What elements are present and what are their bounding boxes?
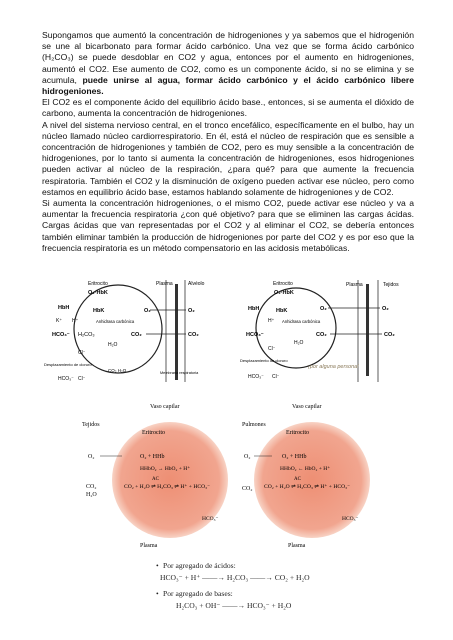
label-eritrocito: Eritrocito: [286, 430, 309, 436]
diagram-capillary-tissues: [80, 400, 230, 550]
acid-equation: HCO₃⁻ + H⁺ ——→ H₂CO₃ ——→ CO₂ + H₂O: [160, 573, 310, 582]
label-cl-out: Cl⁻: [78, 376, 86, 382]
label-tejidos: Tejidos: [82, 422, 100, 428]
label-co2-inner: CO₂: [316, 332, 327, 338]
label-h2co3: H₂CO₃: [78, 332, 95, 338]
label-tejidos: Tejidos: [383, 282, 399, 288]
label-o2hb: O₂ + HHb: [140, 454, 165, 460]
label-co2-outer: CO₂: [384, 332, 395, 338]
label-cl: Cl⁻: [268, 346, 276, 352]
label-cl-out: Cl⁻: [272, 374, 280, 380]
label-hco3: HCO₃⁻: [202, 516, 219, 522]
label-plasma: Plasma: [288, 543, 306, 549]
label-o2hb: O₂ + HHb: [282, 454, 307, 460]
label-hco3-out: HCO₃⁻: [58, 376, 74, 382]
body-text: [42, 30, 414, 254]
label-o2-outer: O₂: [382, 306, 389, 312]
label-co2-side: CO₂: [86, 484, 97, 490]
label-hbh: HbH: [58, 305, 70, 311]
label-h: H⁺: [72, 318, 79, 324]
label-h2o: H₂O: [108, 342, 118, 348]
label-eritrocito: Eritrocito: [273, 281, 293, 287]
paragraph-3: A nivel del sistema nervioso central, en el tronco encefálico, específicamente en el bulbo, hay un núcleo llamado núcleo cardiorrespiratorio. En él, está el núcleo de respiración que es sensible a concentración de hidrogeniones y también de CO2, pero es muy sensible a la concentración de hidrogeniones, por lo tanto si aumenta la concentración de hidrogeniones, esos hidrogeniones pueden activar al núcleo de la respiración, ¿para qué? para que aumente la frecuencia respiratoria. También el CO2 y la disminución de oxígeno pueden activar ese núcleo, pero como estamos en equilibrio ácido base, estamos hablando solamente de hidrogeniones y de CO2.: [42, 119, 414, 197]
label-hco3: HCO₃⁻: [52, 332, 70, 338]
label-anhidrasa: Anhidrasa carbónica: [96, 319, 135, 324]
label-eritrocito: Eritrocito: [142, 430, 165, 436]
handwritten-note: ¡por alguna persona!: [308, 364, 359, 370]
label-cl: Cl⁻: [78, 350, 86, 356]
erythrocyte-outline: [74, 285, 162, 373]
label-plasma: Plasma: [346, 282, 363, 288]
label-o2-side: O₂: [244, 454, 251, 460]
label-note: CO₂ H₂O: [108, 368, 127, 373]
label-eritrocito: Eritrocito: [88, 281, 108, 287]
label-plasma: Plasma: [156, 281, 173, 287]
base-title: • Por agregado de bases:: [156, 589, 233, 598]
label-hbk: HbK: [93, 308, 105, 314]
label-o2-inner: O₂: [144, 308, 151, 314]
label-h2o: H₂O: [294, 340, 304, 346]
label-hbh: HbH: [248, 306, 260, 312]
label-hhbo2: HHbO₂ ← HbO₂ + H⁺: [280, 466, 331, 472]
label-co2-side: CO₂: [242, 486, 253, 492]
label-hbk: HbK: [276, 308, 288, 314]
label-plasma: Plasma: [140, 543, 158, 549]
erythrocyte-outline: [256, 288, 336, 368]
acid-title: • Por agregado de ácidos:: [156, 561, 236, 570]
diagram-tissue-erythrocyte: [238, 278, 416, 386]
label-co2-inner: CO₂: [131, 332, 142, 338]
label-co2-outer: CO₂: [188, 332, 199, 338]
label-k: K⁺: [56, 318, 62, 324]
paragraph-4: Si aumenta la concentración hidrogeniones, o el mismo CO2, puede activar ese núcleo y va a aumentar la frecuencia respiratoria ¿con qué objetivo? para que se eliminen las cargas ácidas. Cargas ácidas que van representadas por el CO2 y al eliminar el CO2, se debería entonces también eliminar también la producción de hidrogeniones por parte del CO2 y es por eso que la frecuencia respiratoria es un método compensatorio en las acidosis metabólicas.: [42, 198, 414, 253]
label-eq: CO₂ + H₂O ⇌ H₂CO₃ ⇌ H⁺ + HCO₃⁻: [264, 484, 351, 490]
label-h2o-side: H₂O: [86, 492, 97, 498]
label-ac: AC: [152, 477, 159, 482]
label-o2-outer: O₂: [188, 308, 195, 314]
paragraph-1: Supongamos que aumentó la concentración de hidrogeniones y ya sabemos que el hidrogenión se une al bicarbonato para formar ácido carbónico. Una vez que se forma ácido carbónico (H₂CO₃) se puede desdoblar en CO2 y agua, entonces por el aumento en hidrogeniones, aumentó el CO2. Ese aumento de CO2, como es un componente ácido, si no se elimina y se acumula, puede unirse al agua, formar ácido carbónico y el ácido carbónico libere hidrogeniones.: [42, 30, 414, 97]
label-alveolo: Alvéolo: [188, 281, 205, 287]
diagram-lung-erythrocyte: [38, 278, 223, 386]
label-eq: CO₂ + H₂O ⇌ H₂CO₃ ⇌ H⁺ + HCO₃⁻: [124, 484, 211, 490]
label-o2-inner: O₂: [320, 306, 327, 312]
label-ac: AC: [294, 477, 301, 482]
label-hco3: HCO₃⁻: [342, 516, 359, 522]
label-desplazamiento: Desplazamiento de cloruro: [44, 362, 92, 367]
base-equation: H₂CO₃ + OH⁻ ——→ HCO₃⁻ + H₂O: [176, 601, 292, 610]
label-o2hbk: O₂·HbK: [88, 290, 108, 296]
label-hhbo2: HHbO₂ → HbO₂ + H⁺: [140, 466, 191, 472]
label-hco3-out: HCO₃⁻: [248, 374, 264, 380]
label-vaso: Vaso capilar: [150, 404, 180, 410]
label-o2-side: O₂: [88, 454, 95, 460]
label-pulmones: Pulmones: [242, 422, 266, 428]
label-o2hbk: O₂·HbK: [274, 290, 294, 296]
diagram-capillary-lungs: [242, 400, 387, 550]
bold-phrase: puede unirse al agua, formar ácido carbónico y el ácido carbónico libere hidrogeniones.: [42, 74, 414, 97]
paragraph-2: El CO2 es el componente ácido del equilibrio ácido base., entonces, si se aumenta el dióxido de carbono, aumenta la concentración de hidrogeniones.: [42, 97, 414, 119]
label-desplazamiento: Desplazamiento de cloruro: [240, 358, 288, 363]
label-membrana: Membrana respiratoria: [160, 371, 199, 375]
label-anhidrasa: Anhidrasa carbónica: [282, 319, 321, 324]
label-hco3: HCO₃⁻: [246, 332, 264, 338]
label-vaso: Vaso capilar: [292, 404, 322, 410]
label-h: H⁺: [268, 318, 275, 324]
